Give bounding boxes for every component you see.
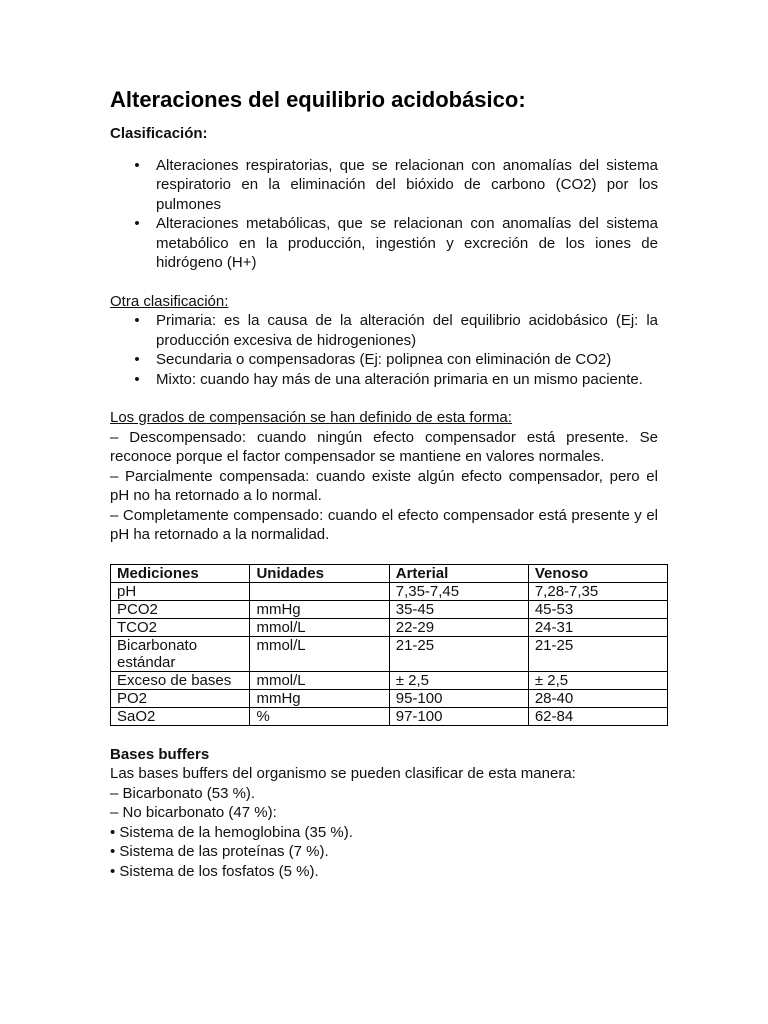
bases-buffers-line: • Sistema de los fosfatos (5 %).	[110, 862, 319, 880]
bases-buffers-heading: Bases buffers	[110, 745, 210, 763]
table-cell: 95-100	[389, 689, 528, 707]
bases-buffers-line: – No bicarbonato (47 %):	[110, 804, 277, 821]
otra-clasificacion-heading: Otra clasificación:	[110, 292, 229, 310]
grados-paragraph: – Completamente compensado: cuando el efecto compensador está presente y el pH ha retornado a la normalidad.	[110, 506, 658, 543]
bullet-icon: •	[134, 370, 140, 388]
mediciones-table	[110, 564, 668, 726]
clasificacion-heading: Clasificación:	[110, 125, 208, 142]
table-cell: 7,35-7,45	[389, 582, 528, 600]
table-cell: 7,28-7,35	[528, 582, 667, 600]
table-cell: 45-53	[528, 600, 667, 618]
table-cell: pH	[111, 582, 250, 600]
table-cell: 62-84	[528, 707, 667, 725]
bases-buffers-line: Las bases buffers del organismo se pueden clasificar de esta manera:	[110, 765, 576, 782]
table-row	[111, 671, 668, 689]
bases-buffers-line: – Bicarbonato (53 %).	[110, 784, 256, 802]
table-cell: 21-25	[528, 636, 667, 671]
bullet-icon: •	[134, 312, 140, 329]
grados-heading: Los grados de compensación se han definido de esta forma:	[110, 409, 512, 426]
table-cell: Bicarbonato estándar	[111, 636, 250, 671]
list-item: • Primaria: es la causa de la alteración del equilibrio acidobásico (Ej: la producción excesiva de hidrogeniones)	[110, 311, 658, 350]
table-row	[111, 582, 668, 600]
table-row	[111, 689, 668, 707]
bullet-icon: •	[134, 156, 140, 174]
table-cell: 21-25	[389, 636, 528, 671]
list-item: • Mixto: cuando hay más de una alteración primaria en un mismo paciente.	[110, 370, 658, 390]
table-cell: 22-29	[389, 618, 528, 636]
bullet-icon: •	[134, 215, 140, 232]
table-header-cell: Arterial	[389, 564, 528, 582]
table-cell: PCO2	[111, 600, 250, 618]
bases-buffers-line: • Sistema de la hemoglobina (35 %).	[110, 823, 353, 841]
document-content	[110, 86, 658, 881]
table-cell: 24-31	[528, 618, 667, 636]
table-header-cell: Mediciones	[111, 564, 250, 582]
table-cell: 97-100	[389, 707, 528, 725]
table-cell: PO2	[111, 689, 250, 707]
table-cell: ± 2,5	[389, 671, 528, 689]
list-item: • Secundaria o compensadoras (Ej: polipnea con eliminación de CO2)	[110, 350, 658, 370]
table-header-row	[111, 564, 668, 582]
clasificacion-list	[110, 156, 658, 273]
table-row	[111, 600, 668, 618]
grados-paragraph: – Descompensado: cuando ningún efecto compensador está presente. Se reconoce porque el factor compensador se mantiene en valores normales.	[110, 428, 658, 465]
table-row	[111, 636, 668, 671]
bullet-icon: •	[134, 351, 140, 368]
table-cell: mmHg	[250, 600, 389, 618]
page-title: Alteraciones del equilibrio acidobásico:	[110, 87, 526, 112]
table-cell: ± 2,5	[528, 671, 667, 689]
table-row	[111, 618, 668, 636]
otra-clasificacion-list	[110, 311, 658, 389]
list-item: • Alteraciones metabólicas, que se relacionan con anomalías del sistema metabólico en la producción, ingestión y excreción de los iones de hidrógeno (H+)	[110, 214, 658, 273]
table-cell: TCO2	[111, 618, 250, 636]
table-cell: SaO2	[111, 707, 250, 725]
table-header-cell: Venoso	[528, 564, 667, 582]
table-cell: mmol/L	[250, 636, 389, 671]
table-row	[111, 707, 668, 725]
list-item: • Alteraciones respiratorias, que se relacionan con anomalías del sistema respiratorio en la eliminación del bióxido de carbono (CO2) por los pulmones	[110, 156, 658, 215]
table-cell	[250, 582, 389, 600]
table-cell: mmHg	[250, 689, 389, 707]
table-cell: mmol/L	[250, 671, 389, 689]
table-cell: 35-45	[389, 600, 528, 618]
table-cell: 28-40	[528, 689, 667, 707]
table-header-cell: Unidades	[250, 564, 389, 582]
table-cell: Exceso de bases	[111, 671, 250, 689]
grados-paragraph: – Parcialmente compensada: cuando existe algún efecto compensador, pero el pH no ha retornado a lo normal.	[110, 467, 658, 504]
table-cell: mmol/L	[250, 618, 389, 636]
bases-buffers-line: • Sistema de las proteínas (7 %).	[110, 843, 329, 860]
table-cell: %	[250, 707, 389, 725]
